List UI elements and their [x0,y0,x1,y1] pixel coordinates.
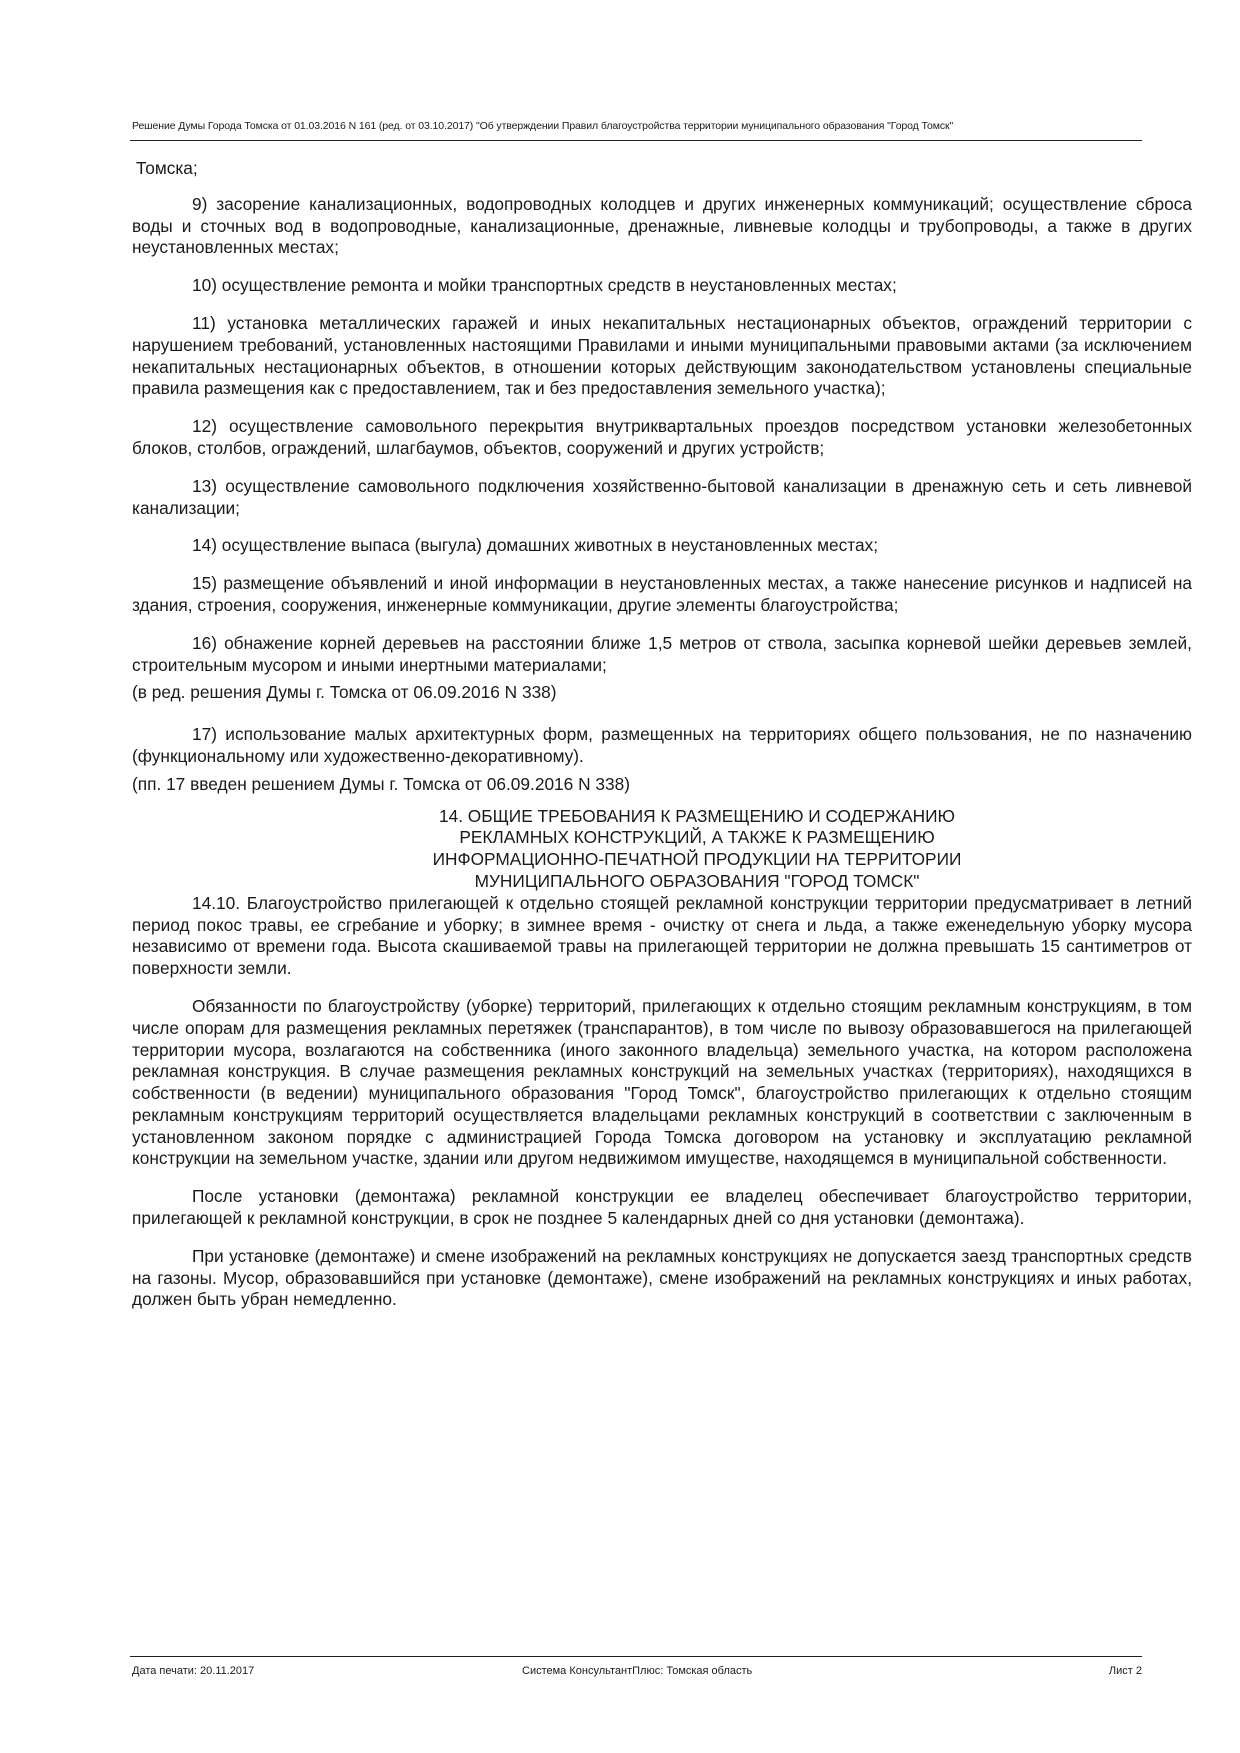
list-item-15: 15) размещение объявлений и иной информации в неустановленных местах, а также нанесение рисунков и надписей на здания, строения, сооружения, инженерные коммуникации, другие элементы благоустройства; [132,573,1192,615]
paragraph-image-change: При установке (демонтаже) и смене изображений на рекламных конструкциях не допускается заезд транспортных средств на газоны. Мусор, образовавшийся при установке (демонтаже), смене изображений на рекламных конструкциях и иных работах, должен быть убран немедленно. [132,1245,1192,1310]
continuation-text: Томска; [136,158,198,178]
sheet-number: Лист 2 [1108,1665,1142,1677]
list-item-14: 14) осуществление выпаса (выгула) домашних животных в неустановленных местах; [192,535,879,556]
section-heading [132,806,1192,893]
section-heading-line: РЕКЛАМНЫХ КОНСТРУКЦИЙ, А ТАКЖЕ К РАЗМЕЩЕНИЮ [459,827,935,848]
system-name: Система КонсультантПлюс: Томская область [522,1665,753,1677]
print-date: Дата печати: 20.11.2017 [132,1665,255,1677]
list-item-12: 12) осуществление самовольного перекрытия внутриквартальных проездов посредством установки железобетонных блоков, столбов, ограждений, шлагбаумов, объектов, сооружений и других устройств; [132,416,1192,458]
document-header: Решение Думы Города Томска от 01.03.2016 N 161 (ред. от 03.10.2017) "Об утверждении Правил благоустройства территории муниципального образования "Город Томск" [132,120,954,132]
amendment-note-17: (пп. 17 введен решением Думы г. Томска от 06.09.2016 N 338) [132,773,630,794]
document-body [132,158,1192,1327]
footer-divider [130,1656,1142,1657]
amendment-note-16: (в ред. решения Думы г. Томска от 06.09.2016 N 338) [132,682,557,703]
list-item-11: 11) установка металлических гаражей и иных некапитальных нестационарных объектов, ограждений территории с нарушением требований, установленных настоящими Правилами и иными муниципальными правовыми актами (за исключением некапитальных нестационарных объектов, в отношении которых действующим законодательством установлены специальные правила размещения как с предоставлением, так и без предоставления земельного участка); [132,312,1192,399]
list-item-10: 10) осуществление ремонта и мойки транспортных средств в неустановленных местах; [192,275,897,296]
paragraph-obligations: Обязанности по благоустройству (уборке) территорий, прилегающих к отдельно стоящим рекламным конструкциям, в том числе опорам для размещения рекламных перетяжек (транспарантов), в том числе по вывозу образовавшегося на прилегающей территории мусора, возлагаются на собственника (иного законного владельца) земельного участка, на котором расположена рекламная конструкция. В случае размещения рекламных конструкций на земельных участках (территориях), находящихся в собственности (в ведении) муниципального образования "Город Томск", благоустройство прилегающих к отдельно стоящим рекламным конструкциям территорий осуществляется владельцами рекламных конструкций в соответствии с заключенным в установленном законом порядке с администрацией Города Томска договором на установку и эксплуатацию рекламной конструкции на земельном участке, здании или другом недвижимом имуществе, находящемся в муниципальной собственности. [132,995,1192,1169]
list-item-16: 16) обнажение корней деревьев на расстоянии ближе 1,5 метров от ствола, засыпка корневой шейки деревьев землей, строительным мусором и иными инертными материалами; [132,632,1192,675]
list-item-17: 17) использование малых архитектурных форм, размещенных на территориях общего пользования, не по назначению (функциональному или художественно-декоративному). [132,724,1192,766]
paragraph-after-installation: После установки (демонтажа) рекламной конструкции ее владелец обеспечивает благоустройство территории, прилегающей к рекламной конструкции, в срок не позднее 5 календарных дней со дня установки (демонтажа). [132,1186,1192,1229]
list-item-13: 13) осуществление самовольного подключения хозяйственно-бытовой канализации в дренажную сеть и сеть ливневой канализации; [132,475,1192,518]
list-item-9: 9) засорение канализационных, водопроводных колодцев и других инженерных коммуникаций; осуществление сброса воды и сточных вод в водопроводные, канализационные, дренажные, ливневые колодцы и трубопроводы, а также в других неустановленных местах; [132,193,1192,258]
paragraph-14-10: 14.10. Благоустройство прилегающей к отдельно стоящей рекламной конструкции территории предусматривает в летний период покос травы, ее сгребание и уборку; в зимнее время - очистку от снега и льда, а также еженедельную уборку мусора независимо от времени года. Высота скашиваемой травы на прилегающей территории не должна превышать 15 сантиметров от поверхности земли. [132,892,1192,979]
header-divider [130,140,1142,141]
section-heading-line: 14. ОБЩИЕ ТРЕБОВАНИЯ К РАЗМЕЩЕНИЮ И СОДЕРЖАНИЮ [438,805,956,826]
section-heading-line: ИНФОРМАЦИОННО-ПЕЧАТНОЙ ПРОДУКЦИИ НА ТЕРРИТОРИИ [432,849,962,870]
section-heading-line: МУНИЦИПАЛЬНОГО ОБРАЗОВАНИЯ "ГОРОД ТОМСК" [474,870,920,891]
